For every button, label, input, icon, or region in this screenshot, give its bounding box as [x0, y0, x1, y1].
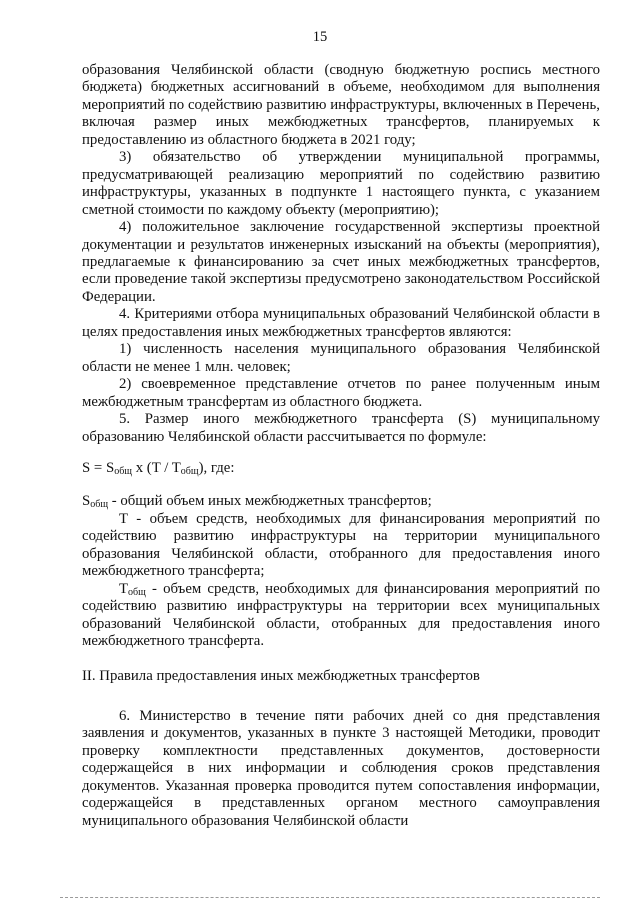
- definition-subscript: общ: [90, 499, 109, 511]
- definition-t-total: [82, 581, 600, 651]
- definition-s-total: [82, 493, 600, 510]
- paragraph-item-6: 6. Министерство в течение пяти рабочих дней со дня представления заявления и документов, указанных в пункте 3 настоящей Методики, проводит проверку комплектности представленных документов, достоверности содержащейся в них информации и соблюдения сроков представления документов. Указанная проверка проводится путем сопоставления информации, содержащейся в представленных органом местного самоуправления муниципального образования Челябинской области: [82, 707, 600, 829]
- section-heading: II. Правила предоставления иных межбюджетных трансфертов: [82, 667, 480, 684]
- page-bottom-divider: [60, 897, 600, 898]
- document-body: [82, 62, 600, 830]
- paragraph-criterion-1: 1) численность населения муниципального образования Челябинской области не менее 1 млн. человек;: [82, 341, 600, 375]
- definition-subscript: общ: [128, 586, 146, 598]
- definition-symbol: T: [119, 510, 128, 527]
- definition-symbol: S: [82, 493, 91, 510]
- definition-t: [82, 511, 600, 581]
- formula-subscript-1: общ: [114, 465, 132, 477]
- paragraph-item-4: 4) положительное заключение государственной экспертизы проектной документации и результатов инженерных изысканий на объекты (мероприятия), предлагаемые к финансированию за счет иных межбюджетных трансфертов, если проведение такой экспертизы предусмотрено законодательством Российской Федерации.: [82, 219, 600, 305]
- formula-mid: x (T / T: [132, 459, 181, 476]
- formula-end: ), где:: [198, 459, 235, 476]
- paragraph-criterion-2: 2) своевременное представление отчетов по ранее полученным иным межбюджетным трансфертам из областного бюджета.: [82, 376, 600, 410]
- formula: [82, 460, 600, 477]
- definition-text: - общий объем иных межбюджетных трансфертов;: [108, 493, 432, 510]
- definition-symbol: T: [119, 580, 129, 597]
- page-number: 15: [312, 29, 328, 45]
- paragraph-criteria: 4. Критериями отбора муниципальных образований Челябинской области в целях предоставления иных межбюджетных трансфертов являются:: [82, 306, 600, 340]
- definition-text: - объем средств, необходимых для финансирования мероприятий по содействию развитию инфраструктуры на территории муниципального образования Челябинской области, отобранного для предоставления иного межбюджетного трансферта;: [82, 510, 600, 580]
- definition-text: - объем средств, необходимых для финансирования мероприятий по содействию развитию инфраструктуры на территории всех муниципальных образований Челябинской области, отобранных для предоставления иного межбюджетного трансферта.: [82, 580, 600, 650]
- formula-subscript-2: общ: [180, 465, 199, 477]
- paragraph-continuation: образования Челябинской области (сводную бюджетную роспись местного бюджета) бюджетных ассигнований в объеме, необходимом для выполнения мероприятий по содействию развитию инфраструктуры, включенных в Перечень, включая размер иных межбюджетных трансфертов, планируемых к предоставлению из областного бюджета в 2021 году;: [82, 62, 600, 148]
- formula-lhs: S = S: [82, 459, 115, 476]
- paragraph-size-formula-intro: 5. Размер иного межбюджетного трансферта (S) муниципальному образованию Челябинской области рассчитывается по формуле:: [82, 411, 600, 445]
- paragraph-item-3: 3) обязательство об утверждении муниципальной программы, предусматривающей реализацию мероприятий по содействию развитию инфраструктуры, указанных в подпункте 1 настоящего пункта, с указанием сметной стоимости по каждому объекту (мероприятию);: [82, 149, 600, 218]
